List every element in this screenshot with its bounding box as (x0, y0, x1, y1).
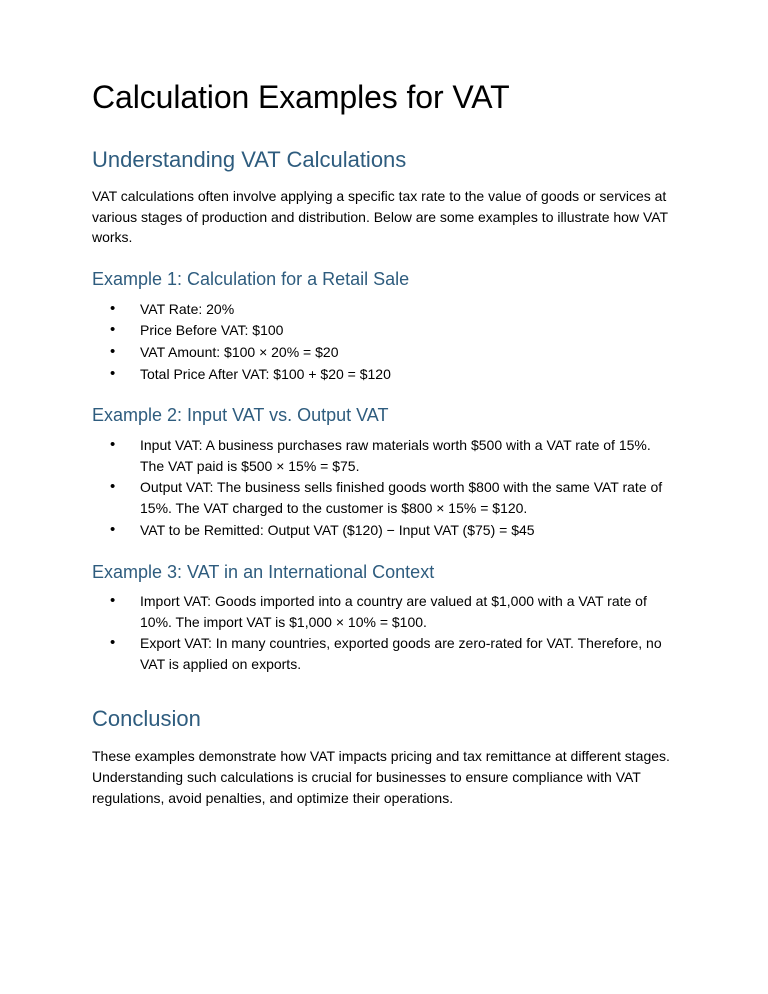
section-example-3 (92, 561, 672, 675)
list-item: • Export VAT: In many countries, exported goods are zero-rated for VAT. Therefore, no VAT is applied on exports. (110, 633, 672, 674)
bullet-list-example-2 (92, 435, 672, 541)
list-item: • VAT Amount: $100 × 20% = $20 (110, 342, 672, 363)
list-item: • Import VAT: Goods imported into a country are valued at $1,000 with a VAT rate of 10%. The import VAT is $1,000 × 10% = $100. (110, 591, 672, 632)
heading-conclusion: Conclusion (92, 705, 201, 731)
list-item: • VAT to be Remitted: Output VAT ($120) − Input VAT ($75) = $45 (110, 520, 672, 541)
bullet-list-example-1 (92, 299, 672, 385)
heading-example-2: Example 2: Input VAT vs. Output VAT (92, 405, 389, 426)
page-title: Calculation Examples for VAT (92, 79, 510, 115)
section-conclusion (92, 705, 672, 809)
list-item: • Price Before VAT: $100 (110, 320, 672, 341)
section-example-1 (92, 268, 672, 384)
heading-understanding-vat-calculations: Understanding VAT Calculations (92, 147, 407, 173)
list-item: • Input VAT: A business purchases raw materials worth $500 with a VAT rate of 15%. The VAT paid is $500 × 15% = $75. (110, 435, 672, 476)
list-item: • Output VAT: The business sells finished goods worth $800 with the same VAT rate of 15%. The VAT charged to the customer is $800 × 15% = $120. (110, 477, 672, 518)
bullet-list-example-3 (92, 591, 672, 675)
paragraph-conclusion: These examples demonstrate how VAT impacts pricing and tax remittance at different stages. Understanding such calculations is crucial for businesses to ensure compliance with VAT regulations, avoid penalties, and optimize their operations. (92, 748, 670, 806)
heading-example-3: Example 3: VAT in an International Context (92, 561, 435, 582)
paragraph-understanding-vat: VAT calculations often involve applying a specific tax rate to the value of goods or services at various stages of production and distribution. Below are some examples to illustrate how VAT works. (92, 187, 668, 246)
section-example-2 (92, 404, 672, 540)
list-item: • Total Price After VAT: $100 + $20 = $120 (110, 364, 672, 385)
list-item: • VAT Rate: 20% (110, 299, 672, 320)
section-understanding-vat (92, 146, 672, 248)
heading-example-1: Example 1: Calculation for a Retail Sale (92, 269, 410, 290)
